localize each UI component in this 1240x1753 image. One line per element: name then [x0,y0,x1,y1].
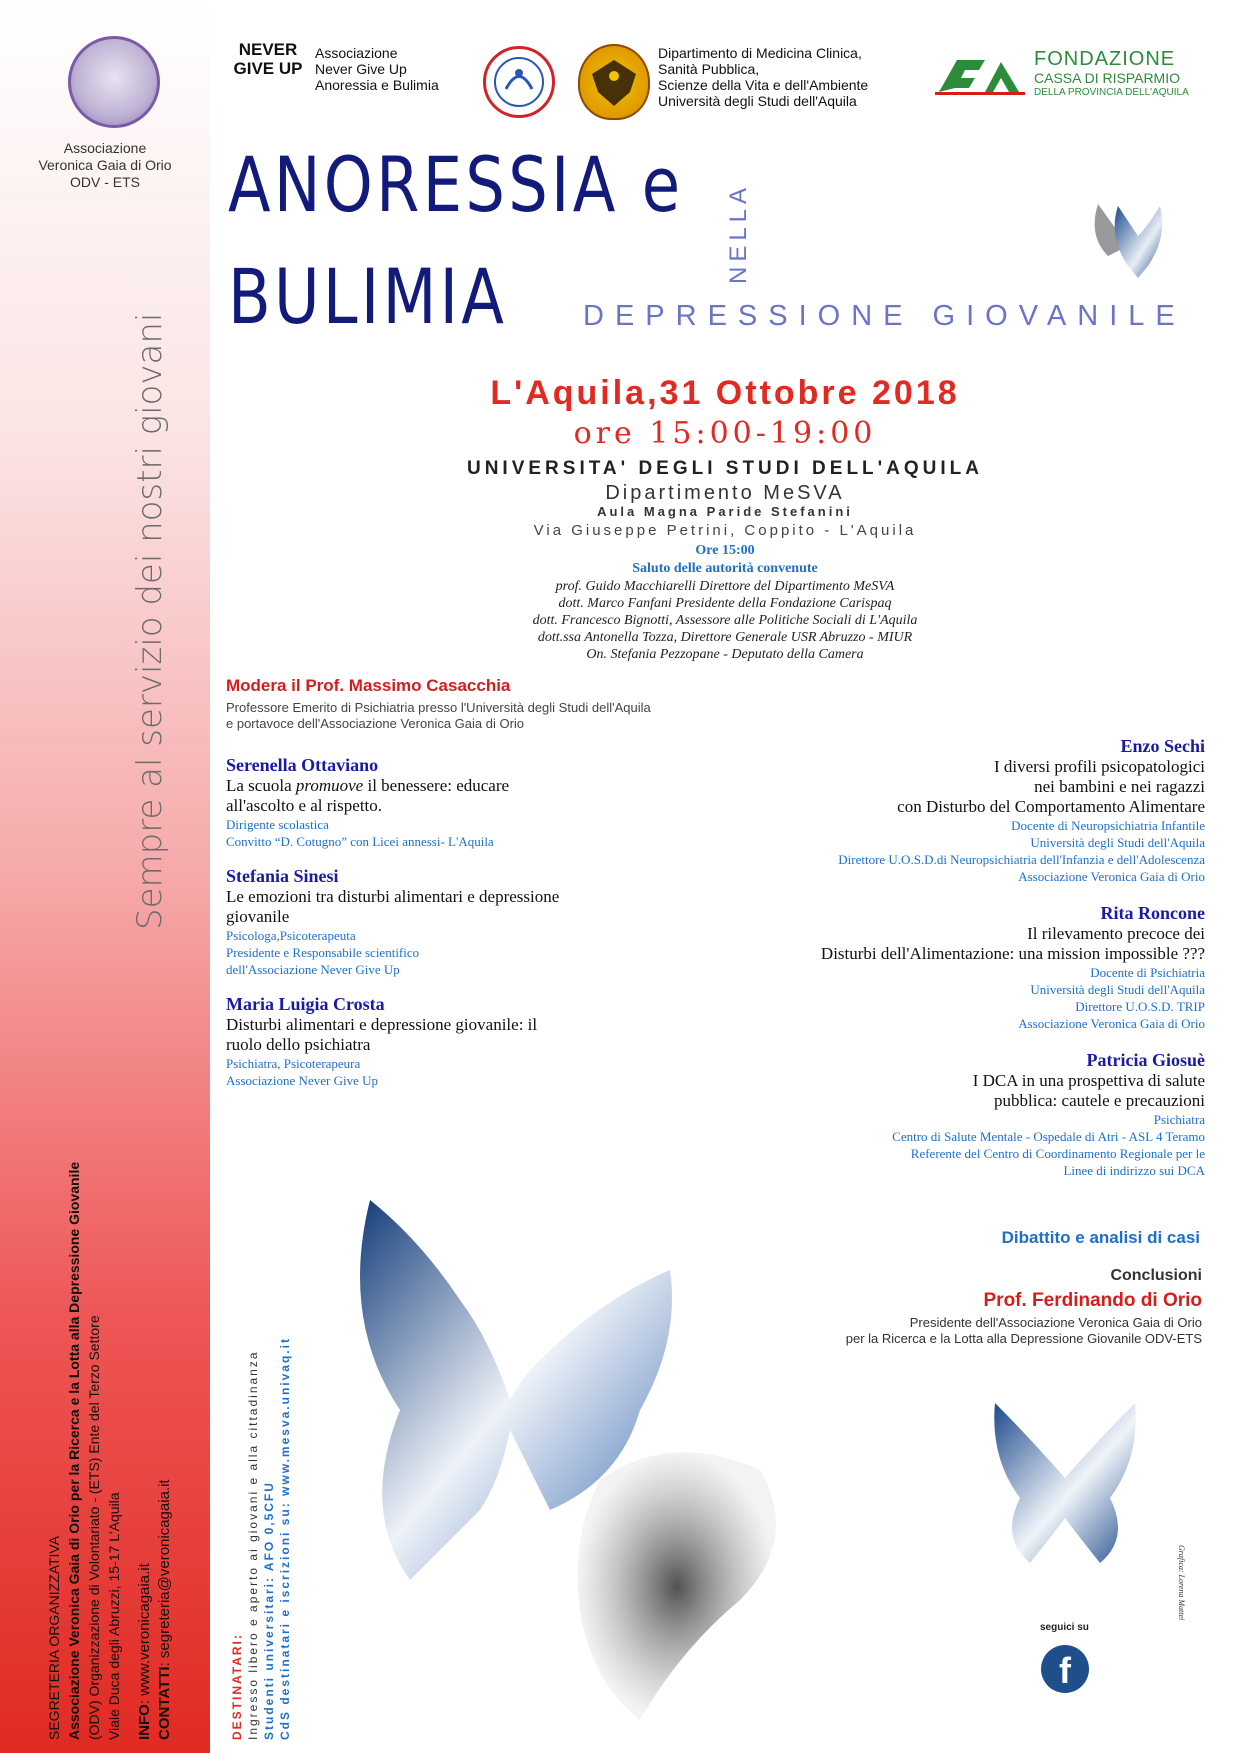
conclusioni-name: Prof. Ferdinando di Orio [983,1290,1202,1311]
speaker-name: Patricia Giosuè [1086,1050,1205,1070]
speaker-left-1 [226,755,626,850]
speaker-left-2 [226,866,626,978]
speaker-talk-title-1: Il rilevamento precoce dei [1027,924,1205,943]
assoc-name [20,140,190,191]
butterfly-small-icon [1088,196,1188,291]
event-department: Dipartimento MeSVA [605,482,845,504]
speaker-role-1: Psichiatra [1153,1112,1205,1127]
speaker-name: Stefania Sinesi [226,866,339,886]
motto: Sempre al servizio dei nostri giovani [130,312,170,930]
moderator-subtitle [226,700,651,732]
dept-line-2: Sanità Pubblica, [658,61,760,77]
speaker-role-2: Presidente e Responsabile scientifico [226,945,420,960]
speaker-role-3: Direttore U.O.S.D. TRIP [1075,999,1205,1014]
destinatari-cds[interactable]: CdS destinatari e iscrizioni su: www.mesva.univaq.it [278,1337,292,1740]
fondazione-logo-icon [935,52,1025,96]
authority-5: On. Stefania Pezzopane - Deputato della Camera [586,647,864,662]
speaker-role-2: Convitto “D. Cotugno” con Licei annessi- L'Aquila [226,834,494,849]
dept-text [658,45,868,109]
studenti-label: Studenti universitari: [262,1575,276,1740]
title-line-1: ANORESSIA e [228,140,684,229]
speaker-talk-title-2: nei bambini e nei ragazzi [1034,777,1205,796]
saluto: Saluto delle autorità convenute [632,561,818,576]
info-line [136,1563,153,1740]
assoc-line-3: ODV - ETS [69,174,140,190]
speaker-left-3 [226,994,626,1089]
destinatari-label: DESTINATARI: [230,1633,244,1740]
speaker-role-4: Linee di indirizzo sui DCA [1063,1163,1205,1178]
contatti-label: CONTATTI [156,1666,173,1740]
assoc-line-2: Veronica Gaia di Orio [38,157,172,173]
event-hours: ore 15:00-19:00 [573,416,877,451]
dept-line-1: Dipartimento di Medicina Clinica, [658,45,862,61]
authority-3: dott. Francesco Bignotti, Assessore alle Politiche Sociali di L'Aquila [532,613,918,628]
speaker-role-3: Referente del Centro di Coordinamento Regionale per le [910,1146,1205,1161]
authority-2: dott. Marco Fanfani Presidente della Fondazione Carispaq [558,596,892,611]
moderator-line-1: Professore Emerito di Psichiatria presso l'Università degli Studi dell'Aquila [226,700,651,715]
dept-line-3: Scienze della Vita e dell'Ambiente [658,77,869,93]
ore-1500: Ore 15:00 [695,543,755,558]
info-label: INFO [136,1704,153,1740]
speaker-role-1: Psicologa,Psicoterapeuta [226,928,356,943]
segreteria-assoc: Associazione Veronica Gaia di Orio per la Ricerca e la Lotta alla Depressione Giovanile [66,1161,82,1740]
title-line-2: BULIMIA [228,252,508,341]
segreteria-title: SEGRETERIA ORGANIZZATIVA [46,1535,62,1740]
speaker-role-2: Università degli Studi dell'Aquila [1030,982,1205,997]
dibattito: Dibattito e analisi di casi [1001,1228,1200,1247]
event-date: L'Aquila,31 Ottobre 2018 [490,374,960,412]
conclusioni-role-2: per la Ricerca e la Lotta alla Depressione Giovanile ODV-ETS [845,1331,1202,1346]
talk-title-em: promuove [295,776,364,795]
segreteria-odv: (ODV) Organizzazione di Volontariato - (ETS) Ente del Terzo Settore [86,1315,102,1740]
seguici-label: seguici su [1040,1622,1089,1633]
authority-4: dott.ssa Antonella Tozza, Direttore Generale USR Abruzzo - MIUR [537,630,913,645]
studenti-value: AFO 0,5CFU [262,1481,276,1576]
conclusioni-role-1: Presidente dell'Associazione Veronica Gaia di Orio [909,1315,1202,1330]
destinatari-line-1: Ingresso libero e aperto ai giovani e alla cittadinanza [246,1350,260,1740]
speaker-role-3: dell'Associazione Never Give Up [226,962,400,977]
speaker-right-2 [700,903,1205,1032]
event-address: Via Giuseppe Petrini, Coppito - L'Aquila [533,522,917,539]
dept-line-4: Università degli Studi dell'Aquila [658,93,857,109]
talk-title-pre: La scuola [226,776,296,795]
speaker-talk-title-1: I diversi profili psicopatologici [993,757,1205,776]
event-aula: Aula Magna Paride Stefanini [597,504,853,519]
speaker-role-1: Docente di Psichiatria [1090,965,1205,980]
title-depressione: DEPRESSIONE GIOVANILE [583,300,1186,332]
speaker-role-4: Associazione Veronica Gaia di Orio [1018,869,1205,884]
speaker-talk-title-2: ruolo dello psichiatra [226,1035,371,1054]
speaker-name: Serenella Ottaviano [226,755,379,775]
speaker-role-1: Docente di Neuropsichiatria Infantile [1011,818,1205,833]
fondazione-sub-1: CASSA DI RISPARMIO [1034,70,1180,86]
event-university: UNIVERSITA' DEGLI STUDI DELL'AQUILA [466,458,984,479]
speaker-right-1 [700,736,1205,885]
speaker-name: Enzo Sechi [1120,736,1205,756]
fondazione-title: FONDAZIONE [1034,48,1176,70]
speaker-talk-title-2: giovanile [226,907,290,926]
assoc-line-1: Associazione [63,140,147,156]
facebook-icon[interactable]: f [1041,1645,1089,1693]
grafica-credit: Grafica: Lorena Mattei [1177,1545,1186,1621]
speaker-talk-title-1: I DCA in una prospettiva di salute [972,1071,1205,1090]
title-nella: NELLA [725,182,752,284]
conclusioni-label: Conclusioni [1110,1267,1202,1284]
speaker-role-1: Psichiatra, Psicoterapeura [226,1056,361,1071]
speaker-right-3 [700,1050,1205,1179]
speaker-talk-title-3: con Disturbo del Comportamento Alimentare [897,797,1205,816]
speaker-talk-title-2: pubblica: cautele e precauzioni [994,1091,1205,1110]
authorities-list [210,578,1240,663]
never-give-up-logo: NEVER GIVE UP [233,40,303,78]
moderator-line-2: e portavoce dell'Associazione Veronica Gaia di Orio [226,716,525,731]
speaker-name: Maria Luigia Crosta [226,994,385,1014]
segreteria-address: Viale Duca degli Abruzzi, 15-17 L'Aquila [106,1492,122,1740]
university-eagle-seal-icon [578,44,650,120]
speaker-talk-title-1: Le emozioni tra disturbi alimentari e depressione [226,887,560,906]
speaker-role-3: Direttore U.O.S.D.di Neuropsichiatria dell'Infanzia e dell'Adolescenza [838,852,1205,867]
speaker-talk-title-2: all'ascolto e al rispetto. [226,796,383,815]
moderator-title: Modera il Prof. Massimo Casacchia [226,676,511,695]
speaker-role-2: Centro di Salute Mentale - Ospedale di Atri - ASL 4 Teramo [892,1129,1205,1144]
contatti-line [156,1479,173,1740]
speaker-role-2: Associazione Never Give Up [226,1073,378,1088]
speaker-role-1: Dirigente scolastica [226,817,329,832]
butterfly-large-icon [340,1180,860,1745]
contatti-email[interactable]: : segreteria@veronicagaia.it [156,1479,173,1667]
speaker-talk-title-1: Disturbi alimentari e depressione giovanile: il [226,1015,538,1034]
sidebar [0,0,210,1753]
speaker-role-4: Associazione Veronica Gaia di Orio [1018,1016,1205,1031]
destinatari-studenti [262,1481,276,1740]
ngu-line-2: Never Give Up [315,61,407,77]
ngu-line-1: Associazione [315,45,398,61]
speaker-talk-title [226,776,626,796]
talk-title-post: il benessere: educare [363,776,510,795]
health-sciences-seal-icon [483,46,555,118]
veronica-gaia-logo [68,36,160,128]
speaker-name: Rita Roncone [1100,903,1205,923]
fondazione-sub-2: DELLA PROVINCIA DELL'AQUILA [1034,87,1189,98]
speaker-talk-title-2: Disturbi dell'Alimentazione: una mission impossible ??? [820,944,1205,963]
ngu-line-3: Anoressia e Bulimia [315,77,439,93]
never-give-up-text [315,45,439,93]
info-link[interactable]: : www.veronicagaia.it [136,1563,153,1705]
butterfly-bottom-icon [990,1398,1140,1573]
speaker-role-2: Università degli Studi dell'Aquila [1030,835,1205,850]
authority-1: prof. Guido Macchiarelli Direttore del Dipartimento MeSVA [555,579,895,594]
